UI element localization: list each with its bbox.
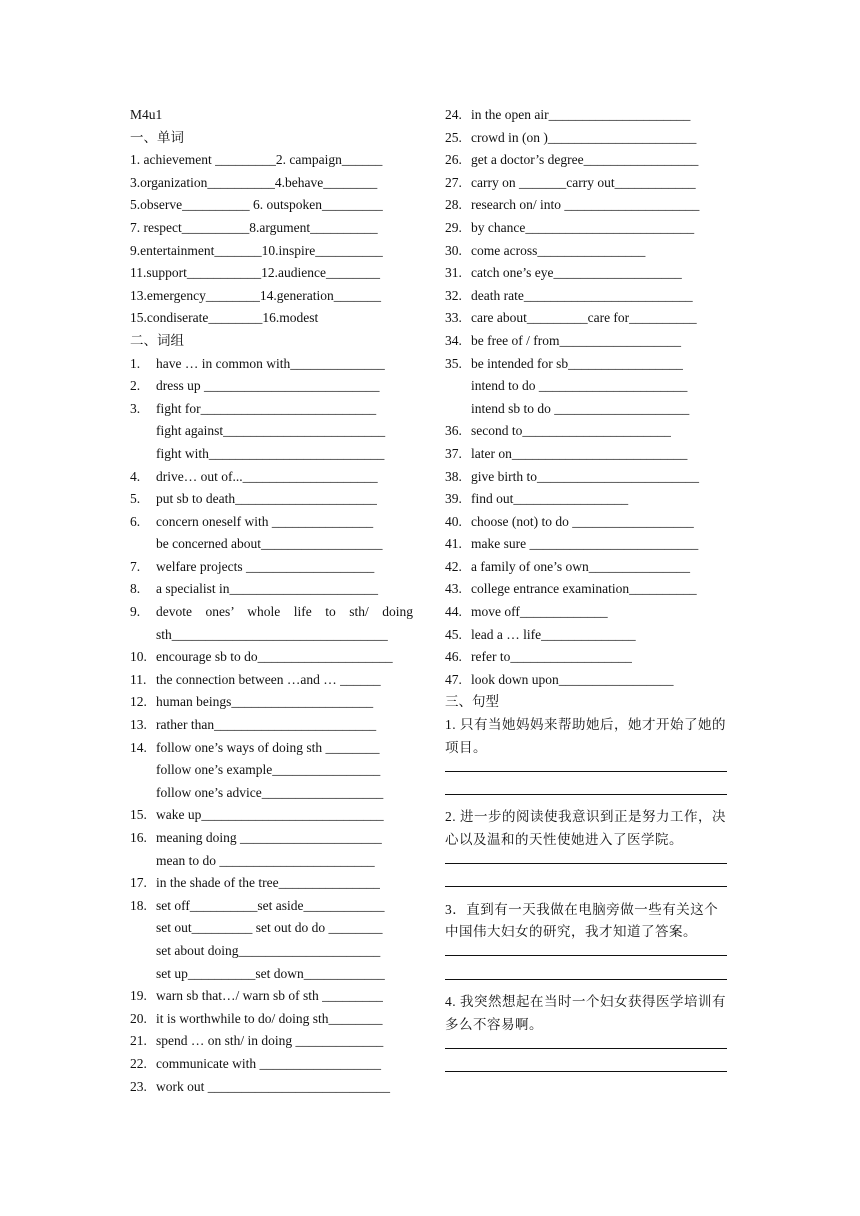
phrase-item xyxy=(130,624,413,647)
vocab-item: 11.support___________12.audience________ xyxy=(130,265,380,281)
phrase-item xyxy=(445,217,728,240)
phrase-number: 21. xyxy=(130,1033,147,1049)
phrase-item xyxy=(445,398,728,421)
phrase-number: 3. xyxy=(130,400,141,416)
phrase-item xyxy=(445,488,728,511)
phrase-text: follow one’s advice__________________ xyxy=(156,784,384,800)
phrase-text: it is worthwhile to do/ doing sth________ xyxy=(156,1010,383,1026)
phrase-text: meaning doing _____________________ xyxy=(156,830,382,845)
phrase-text: concern oneself with _______________ xyxy=(156,513,374,529)
phrase-item xyxy=(445,194,728,217)
phrase-list-left xyxy=(130,353,413,1099)
phrase-text: set about doing_____________________ xyxy=(156,942,381,958)
phrase-number: 25. xyxy=(445,129,462,145)
phrase-text: follow one’s example________________ xyxy=(156,762,381,778)
phrase-text: encourage sb to do____________________ xyxy=(156,649,393,665)
phrase-number: 6. xyxy=(130,513,141,529)
sentence-prompt: 2. 进一步的阅读使我意识到正是努力工作，决心以及温和的天性使她进入了医学院。 xyxy=(445,809,726,847)
phrase-number: 28. xyxy=(445,197,462,213)
phrase-item xyxy=(130,443,413,466)
phrase-item xyxy=(130,533,413,556)
phrase-number: 32. xyxy=(445,287,462,303)
phrase-text: make sure _________________________ xyxy=(471,536,699,552)
sentence-list xyxy=(445,714,728,1072)
phrase-item xyxy=(130,940,413,963)
phrase-number: 42. xyxy=(445,558,462,574)
phrase-text: fight against________________________ xyxy=(156,423,386,439)
phrase-number: 16. xyxy=(130,830,147,845)
phrase-item xyxy=(130,1008,413,1031)
phrase-item xyxy=(130,1030,413,1053)
phrase-number: 47. xyxy=(445,671,462,687)
phrase-item xyxy=(445,533,728,556)
vocab-item: 9.entertainment_______10.inspire__________ xyxy=(130,242,383,258)
phrase-item xyxy=(445,601,728,624)
phrase-number: 12. xyxy=(130,694,147,710)
phrase-item xyxy=(445,172,728,195)
vocab-item: 15.condiserate________16.modest xyxy=(130,310,319,326)
phrase-item xyxy=(445,375,728,398)
phrase-text: communicate with __________________ xyxy=(156,1055,381,1071)
phrase-number: 26. xyxy=(445,152,462,168)
phrase-item xyxy=(445,624,728,647)
right-column xyxy=(445,104,728,1084)
phrase-number: 14. xyxy=(130,739,147,755)
phrase-number: 44. xyxy=(445,604,462,620)
vocab-list xyxy=(130,149,413,330)
phrase-item xyxy=(130,917,413,940)
phrase-text: catch one’s eye___________________ xyxy=(471,265,682,281)
phrase-number: 31. xyxy=(445,265,462,281)
phrase-text: spend … on sth/ in doing _____________ xyxy=(156,1033,384,1049)
phrase-text: carry on _______carry out____________ xyxy=(471,174,696,190)
phrase-item xyxy=(445,511,728,534)
answer-line[interactable] xyxy=(445,875,727,887)
phrase-text: drive… out of...____________________ xyxy=(156,468,378,484)
answer-line[interactable] xyxy=(445,944,727,956)
vocab-item: 13.emergency________14.generation_______ xyxy=(130,287,381,303)
phrase-text: mean to do _______________________ xyxy=(156,852,375,868)
phrase-item xyxy=(130,669,413,692)
phrase-item xyxy=(130,759,413,782)
phrase-text: devote ones’ whole life to sth/ doing xyxy=(156,604,413,620)
phrase-text: death rate_________________________ xyxy=(471,287,693,303)
phrase-item xyxy=(130,556,413,579)
phrase-text: have … in common with______________ xyxy=(156,355,385,371)
phrase-item xyxy=(130,488,413,511)
phrase-number: 4. xyxy=(130,468,141,484)
phrase-number: 17. xyxy=(130,875,147,891)
phrase-text: be intended for sb_________________ xyxy=(471,355,683,371)
phrase-text: wake up___________________________ xyxy=(156,807,384,823)
phrase-item xyxy=(130,691,413,714)
phrase-text: fight for__________________________ xyxy=(156,400,377,416)
phrase-text: intend to do ______________________ xyxy=(471,378,688,394)
phrase-number: 11. xyxy=(130,671,147,687)
phrase-number: 8. xyxy=(130,581,141,597)
phrase-number: 18. xyxy=(130,897,147,913)
phrase-text: get a doctor’s degree_________________ xyxy=(471,152,699,168)
phrase-item xyxy=(445,353,728,376)
phrase-text: intend sb to do ____________________ xyxy=(471,400,690,416)
phrase-text: dress up __________________________ xyxy=(156,378,380,394)
phrase-number: 39. xyxy=(445,491,462,507)
phrase-item xyxy=(130,782,413,805)
phrase-number: 29. xyxy=(445,219,462,235)
phrase-item xyxy=(130,804,413,827)
phrase-item xyxy=(445,330,728,353)
phrase-text: human beings_____________________ xyxy=(156,694,374,710)
phrase-number: 33. xyxy=(445,310,462,326)
phrase-number: 2. xyxy=(130,378,141,394)
phrase-text: be free of / from__________________ xyxy=(471,332,681,348)
phrase-item xyxy=(445,646,728,669)
phrase-text: rather than________________________ xyxy=(156,717,377,733)
sentence-prompt: 3．直到有一天我做在电脑旁做一些有关这个中国伟大妇女的研究，我才知道了答案。 xyxy=(445,901,719,940)
phrase-text: in the open air_____________________ xyxy=(471,107,691,122)
phrase-text: sth________________________________ xyxy=(156,626,388,642)
section-phrases-heading: 二、词组 xyxy=(130,332,184,348)
phrase-text: set out_________ set out do do ________ xyxy=(156,920,383,936)
phrase-number: 19. xyxy=(130,988,147,1004)
answer-line[interactable] xyxy=(445,968,727,980)
phrase-item xyxy=(130,714,413,737)
phrase-number: 7. xyxy=(130,558,141,574)
phrase-number: 20. xyxy=(130,1010,147,1026)
phrase-item xyxy=(445,669,728,692)
phrase-number: 35. xyxy=(445,355,462,371)
phrase-text: welfare projects ___________________ xyxy=(156,558,375,574)
phrase-number: 46. xyxy=(445,649,462,665)
phrase-item xyxy=(130,737,413,760)
phrase-item xyxy=(445,307,728,330)
sentence-prompt: 1. 只有当她妈妈来帮助她后，她才开始了她的项目。 xyxy=(445,717,726,755)
phrase-list-right xyxy=(445,104,728,691)
phrase-item xyxy=(130,420,413,443)
phrase-text: give birth to________________________ xyxy=(471,468,699,484)
phrase-text: by chance_________________________ xyxy=(471,219,695,235)
sentence-prompt: 4. 我突然想起在当时一个妇女获得医学培训有多么不容易啊。 xyxy=(445,994,726,1032)
phrase-item xyxy=(445,285,728,308)
phrase-item xyxy=(130,872,413,895)
left-column xyxy=(130,104,413,1098)
phrase-item xyxy=(130,1076,413,1099)
phrase-number: 9. xyxy=(130,604,141,620)
phrase-item xyxy=(445,556,728,579)
phrase-number: 30. xyxy=(445,242,462,258)
phrase-item xyxy=(445,262,728,285)
phrase-text: fight with__________________________ xyxy=(156,445,385,461)
phrase-item xyxy=(445,240,728,263)
answer-line[interactable] xyxy=(445,1060,727,1072)
phrase-item xyxy=(130,578,413,601)
phrase-text: come across________________ xyxy=(471,242,646,258)
phrase-item xyxy=(445,149,728,172)
answer-line[interactable] xyxy=(445,852,727,864)
phrase-item xyxy=(130,963,413,986)
phrase-text: a specialist in______________________ xyxy=(156,581,378,597)
phrase-text: refer to__________________ xyxy=(471,649,632,665)
answer-line[interactable] xyxy=(445,759,727,771)
worksheet-title: M4u1 xyxy=(130,107,163,122)
phrase-text: later on__________________________ xyxy=(471,445,688,461)
phrase-item xyxy=(445,420,728,443)
phrase-item xyxy=(130,1053,413,1076)
phrase-item xyxy=(130,827,413,850)
phrase-text: in the shade of the tree_______________ xyxy=(156,875,380,891)
phrase-number: 27. xyxy=(445,174,462,190)
phrase-item xyxy=(130,466,413,489)
phrase-text: lead a … life______________ xyxy=(471,626,636,642)
vocab-item: 5.observe__________ 6. outspoken_________ xyxy=(130,197,383,213)
phrase-item xyxy=(130,511,413,534)
phrase-text: choose (not) to do __________________ xyxy=(471,513,694,529)
phrase-text: research on/ into ____________________ xyxy=(471,197,700,213)
phrase-text: the connection between …and … ______ xyxy=(156,671,381,687)
phrase-text: follow one’s ways of doing sth ________ xyxy=(156,739,380,755)
phrase-text: put sb to death_____________________ xyxy=(156,491,377,507)
phrase-item xyxy=(130,850,413,873)
phrase-number: 10. xyxy=(130,649,147,665)
phrase-number: 5. xyxy=(130,491,141,507)
phrase-number: 36. xyxy=(445,423,462,439)
phrase-text: be concerned about__________________ xyxy=(156,536,383,552)
phrase-number: 23. xyxy=(130,1078,147,1094)
phrase-text: look down upon_________________ xyxy=(471,671,674,687)
phrase-item xyxy=(130,601,413,624)
phrase-number: 22. xyxy=(130,1055,147,1071)
phrase-text: college entrance examination__________ xyxy=(471,581,697,597)
vocab-item: 1. achievement _________2. campaign______ xyxy=(130,152,383,168)
phrase-item xyxy=(445,578,728,601)
phrase-number: 43. xyxy=(445,581,462,597)
vocab-item: 3.organization__________4.behave________ xyxy=(130,174,378,190)
phrase-text: set off__________set aside____________ xyxy=(156,897,385,913)
answer-line[interactable] xyxy=(445,783,727,795)
phrase-number: 38. xyxy=(445,468,462,484)
vocab-item: 7. respect__________8.argument__________ xyxy=(130,219,378,235)
phrase-text: care about_________care for__________ xyxy=(471,310,697,326)
phrase-item xyxy=(445,127,728,150)
phrase-text: warn sb that…/ warn sb of sth _________ xyxy=(156,988,383,1004)
phrase-number: 15. xyxy=(130,807,147,823)
phrase-item xyxy=(130,646,413,669)
phrase-number: 37. xyxy=(445,445,462,461)
phrase-text: set up__________set down____________ xyxy=(156,965,385,981)
answer-line[interactable] xyxy=(445,1036,727,1048)
phrase-number: 41. xyxy=(445,536,462,552)
phrase-number: 24. xyxy=(445,107,462,122)
phrase-item xyxy=(445,104,728,127)
phrase-text: find out_________________ xyxy=(471,491,629,507)
phrase-item xyxy=(130,895,413,918)
phrase-number: 40. xyxy=(445,513,462,529)
phrase-text: move off_____________ xyxy=(471,604,608,620)
phrase-text: work out ___________________________ xyxy=(156,1078,390,1094)
phrase-number: 13. xyxy=(130,717,147,733)
phrase-number: 1. xyxy=(130,355,141,371)
phrase-item xyxy=(130,398,413,421)
phrase-item xyxy=(445,466,728,489)
section-vocab-heading: 一、单词 xyxy=(130,129,184,145)
phrase-item xyxy=(130,353,413,376)
phrase-text: second to______________________ xyxy=(471,423,671,439)
phrase-text: crowd in (on )______________________ xyxy=(471,129,697,145)
phrase-item xyxy=(130,985,413,1008)
phrase-text: a family of one’s own_______________ xyxy=(471,558,690,574)
section-sentences-heading: 三、句型 xyxy=(445,694,499,710)
phrase-number: 34. xyxy=(445,332,462,348)
phrase-number: 45. xyxy=(445,626,462,642)
phrase-item xyxy=(445,443,728,466)
phrase-item xyxy=(130,375,413,398)
